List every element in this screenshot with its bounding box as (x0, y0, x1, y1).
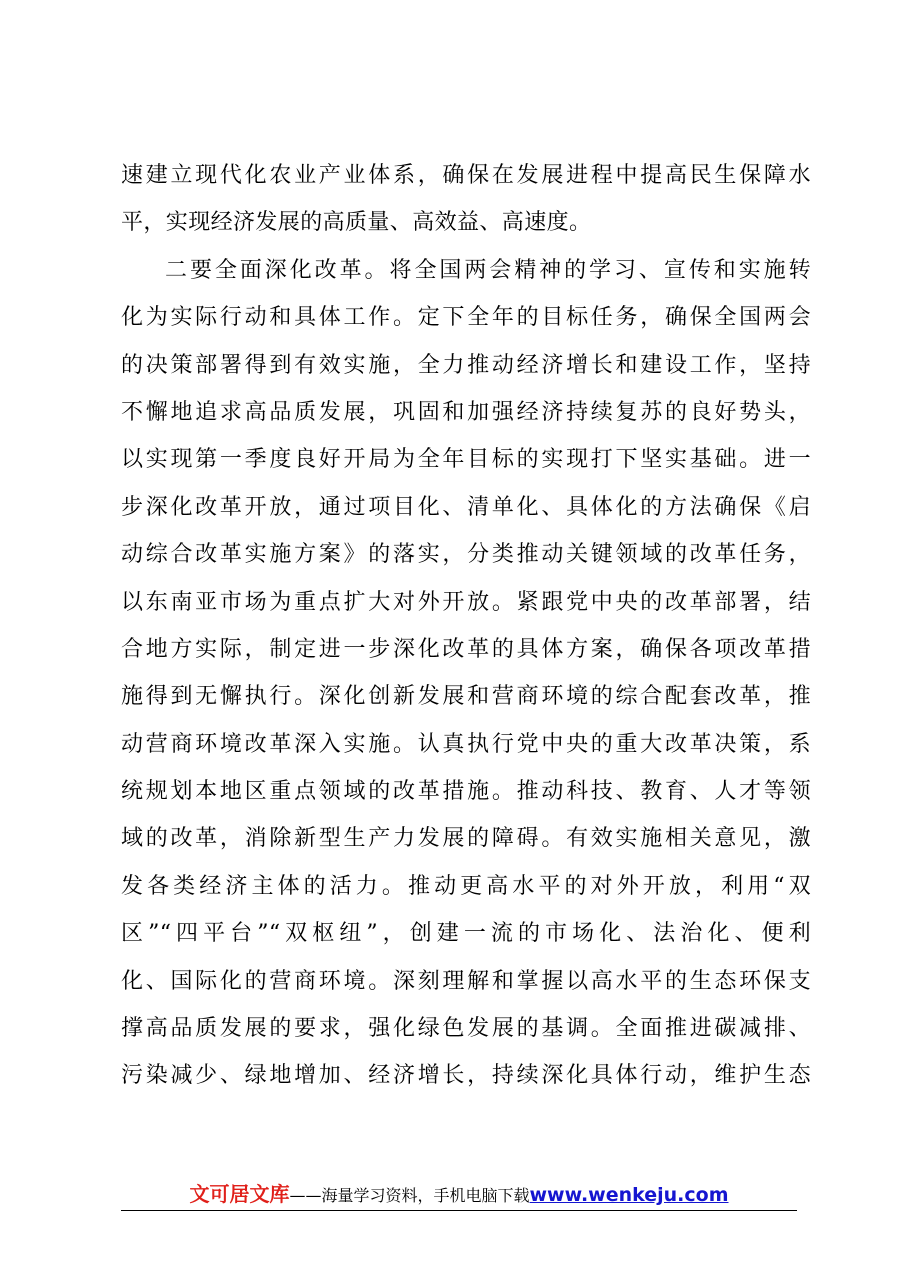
text-line: 域的改革，消除新型生产力发展的障碍。有效实施相关意见，激 (121, 826, 811, 852)
text-line: 以东南亚市场为重点扩大对外开放。紧跟党中央的改革部署，结 (121, 589, 811, 615)
text-line: 施得到无懈执行。深化创新发展和营商环境的综合配套改革，推 (121, 684, 811, 710)
footer-website-link[interactable]: www.wenkeju.com (529, 1184, 729, 1206)
text-line: 以实现第一季度良好开局为全年目标的实现打下坚实基础。进一 (121, 447, 811, 473)
text-line: 化、国际化的营商环境。深刻理解和掌握以高水平的生态环保支 (121, 968, 811, 994)
text-line: 化为实际行动和具体工作。定下全年的目标任务，确保全国两会 (121, 305, 811, 331)
paragraph-first-line: 二要全面深化改革。将全国两会精神的学习、宣传和实施转 (165, 257, 811, 283)
text-line: 动营商环境改革深入实施。认真执行党中央的重大改革决策，系 (121, 731, 811, 757)
text-line: 速建立现代化农业产业体系，确保在发展进程中提高民生保障水 (121, 163, 811, 188)
document-body (121, 152, 811, 1100)
text-line: 的决策部署得到有效实施，全力推动经济增长和建设工作，坚持 (121, 352, 811, 378)
text-line: 发各类经济主体的活力。推动更高水平的对外开放，利用“双 (121, 873, 811, 899)
text-line: 步深化改革开放，通过项目化、清单化、具体化的方法确保《启 (121, 494, 811, 520)
footer-slogan: ——海量学习资料，手机电脑下载 (289, 1186, 530, 1205)
text-line: 动综合改革实施方案》的落实，分类推动关键领域的改革任务， (121, 542, 811, 568)
text-line: 污染减少、绿地增加、经济增长，持续深化具体行动，维护生态 (121, 1063, 811, 1089)
page-footer (121, 1178, 797, 1212)
footer-brand: 文可居文库 (189, 1182, 290, 1206)
footer-divider (121, 1210, 797, 1211)
text-line: 统规划本地区重点领域的改革措施。推动科技、教育、人才等领 (121, 779, 811, 805)
text-line: 不懈地追求高品质发展，巩固和加强经济持续复苏的良好势头， (121, 399, 811, 425)
text-line: 合地方实际，制定进一步深化改革的具体方案，确保各项改革措 (121, 636, 811, 662)
text-line: 平，实现经济发展的高质量、高效益、高速度。 (121, 210, 592, 236)
text-line: 区”“四平台”“双枢纽”，创建一流的市场化、法治化、便利 (121, 921, 811, 947)
text-line: 撑高品质发展的要求，强化绿色发展的基调。全面推进碳减排、 (121, 1016, 811, 1042)
